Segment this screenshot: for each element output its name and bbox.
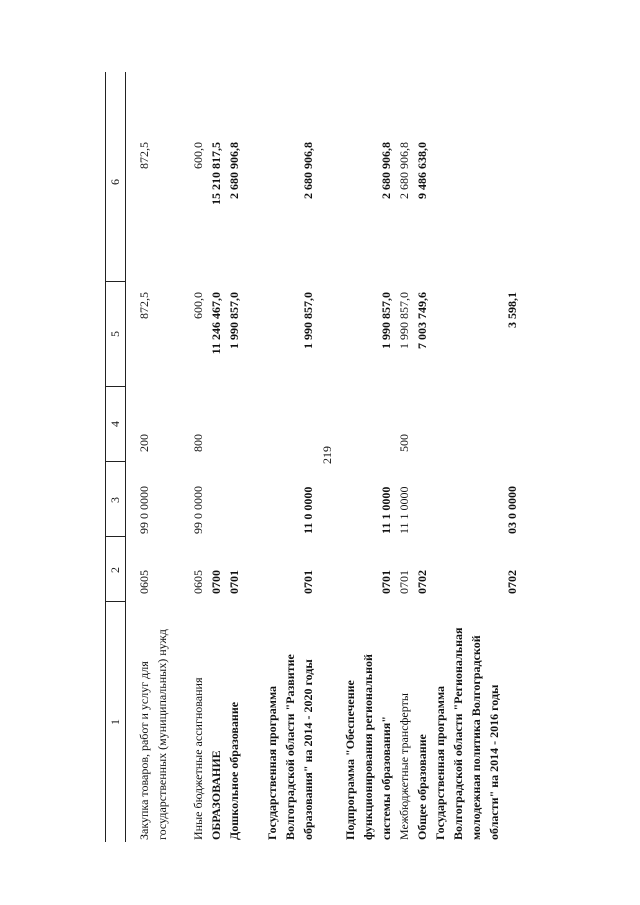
row-name: Межбюджетные трансферты <box>397 693 411 840</box>
row-name: ОБРАЗОВАНИЕ <box>209 750 223 840</box>
row-value-6: 872,5 <box>137 142 151 169</box>
header-divider <box>105 601 125 602</box>
budget-table <box>105 72 525 842</box>
row-type: 500 <box>397 434 411 452</box>
row-value-5: 1 990 857,0 <box>227 292 241 349</box>
row-code: 0702 <box>415 570 429 594</box>
row-value-5: 600,0 <box>191 292 205 319</box>
row-value-5: 1 990 857,0 <box>301 292 315 349</box>
row-target: 11 1 0000 <box>397 486 411 534</box>
row-code: 0700 <box>209 570 223 594</box>
column-header: 6 <box>108 179 122 185</box>
row-code: 0701 <box>397 570 411 594</box>
row-code: 0605 <box>191 570 205 594</box>
table-top-rule <box>105 72 106 842</box>
row-target: 11 1 0000 <box>379 486 393 534</box>
row-value-6: 2 680 906,8 <box>227 142 241 199</box>
row-code: 0702 <box>505 570 519 594</box>
row-name: Государственная программа Волгоградской области "Региональная молодежная политика Волгоградской области" на 2014 - 2016 годы <box>433 627 501 840</box>
row-value-5: 3 598,1 <box>505 292 519 328</box>
row-name: Общее образование <box>415 734 429 840</box>
header-divider <box>105 386 125 387</box>
row-type: 200 <box>137 434 151 452</box>
row-value-6: 2 680 906,8 <box>301 142 315 199</box>
row-value-6: 2 680 906,8 <box>379 142 393 199</box>
row-value-5: 872,5 <box>137 292 151 319</box>
row-type: 800 <box>191 434 205 452</box>
header-divider <box>105 281 125 282</box>
row-value-5: 1 990 857,0 <box>397 292 411 349</box>
row-name: Дошкольное образование <box>227 701 241 840</box>
row-target: 99 0 0000 <box>191 486 205 534</box>
row-value-5: 1 990 857,0 <box>379 292 393 349</box>
row-target: 99 0 0000 <box>137 486 151 534</box>
column-header: 2 <box>108 567 122 573</box>
row-name: Закупка товаров, работ и услуг для государственных (муниципальных) нужд <box>137 629 169 840</box>
row-target: 11 0 0000 <box>301 486 315 534</box>
row-name: Государственная программа Волгоградской области "Развитие образования" на 2014 - 2020 годы <box>265 654 315 840</box>
row-target: 03 0 0000 <box>505 486 519 534</box>
row-value-6: 15 210 817,5 <box>209 142 223 205</box>
row-name: Подпрограмма "Обеспечение функционирования региональной системы образования" <box>343 654 393 840</box>
column-header: 4 <box>108 421 122 427</box>
row-code: 0701 <box>227 570 241 594</box>
column-header: 1 <box>108 719 122 725</box>
row-value-5: 11 246 467,0 <box>209 292 223 355</box>
header-divider <box>105 536 125 537</box>
row-value-6: 9 486 638,0 <box>415 142 429 199</box>
row-value-6: 2 680 906,8 <box>397 142 411 199</box>
page-number: 219 <box>320 446 334 464</box>
row-value-6: 600,0 <box>191 142 205 169</box>
column-header: 3 <box>108 497 122 503</box>
row-value-5: 7 003 749,6 <box>415 292 429 349</box>
row-code: 0701 <box>379 570 393 594</box>
header-divider <box>105 461 125 462</box>
row-code: 0701 <box>301 570 315 594</box>
row-code: 0605 <box>137 570 151 594</box>
column-header: 5 <box>108 331 122 337</box>
row-name: Иные бюджетные ассигнования <box>191 677 205 840</box>
header-bottom-rule <box>125 72 126 842</box>
